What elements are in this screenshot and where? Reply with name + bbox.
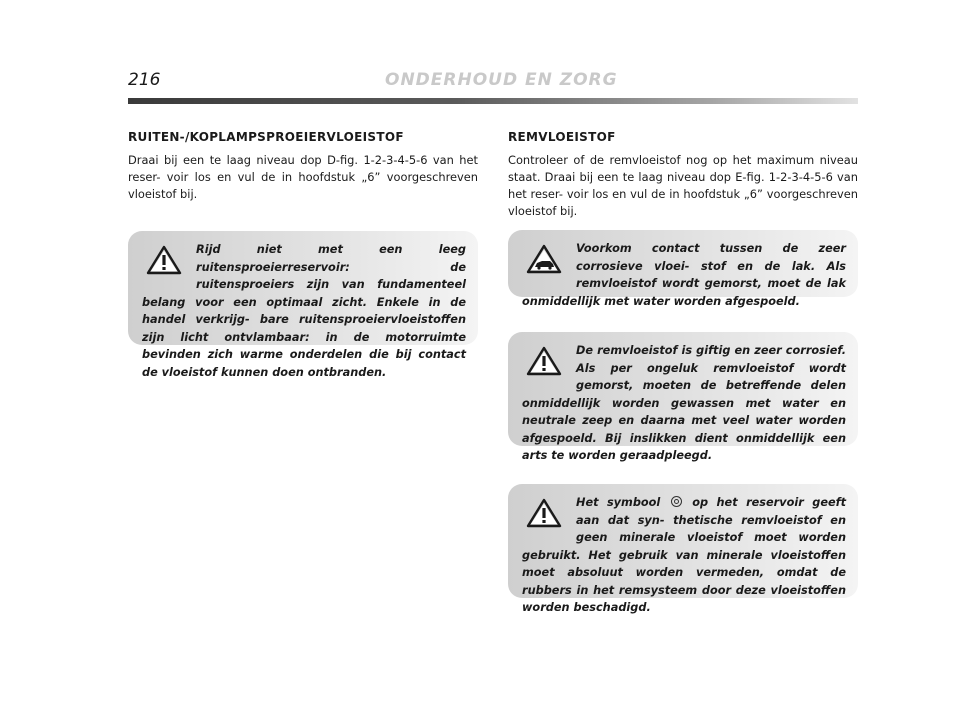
warning-text-washer-fluid: Rijd niet met een leeg ruitensproeierreservoir: de ruitensproeiers zijn van fundamenteel belang voor een optimaal zicht. Enkele in de handel verkrijg- bare ruitensproeiervloeistoffen zijn licht ontvlambaar: in de motorruimte bevinden zich warme onderdelen die bij contact de vloeistof kunnen doen ontbranden. (142, 243, 466, 379)
warning-box-washer-fluid (128, 231, 478, 379)
brake-fluid-body-text: Controleer of de remvloeistof nog op het maximum niveau staat. Draai bij een te laag niveau dop E-fig. 1-2-3-4-5-6 van het reser- voir los en vul de in hoofdstuk „6” voorgeschreven vloeistof bij. (508, 153, 858, 218)
warning-box-synthetic (508, 484, 858, 614)
section-title-washer-fluid: RUITEN-/KOPLAMPSPROEIERVLOEISTOF (128, 130, 404, 144)
car-paint-warning-icon (526, 244, 562, 274)
warning-triangle-icon (526, 346, 562, 376)
warning-box-paint (508, 230, 858, 308)
header-rule (128, 98, 858, 104)
warning-text-synthetic (522, 494, 846, 617)
washer-fluid-body-text: Draai bij een te laag niveau dop D-fig. 1-2-3-4-5-6 van het reser- voir los en vul de in hoofdstuk „6” voorgeschreven vloeistof bij. (128, 153, 478, 201)
section-title-brake-fluid: REMVLOEISTOF (508, 130, 616, 144)
page-header-title: ONDERHOUD EN ZORG (385, 70, 618, 90)
warning-text-toxic: De remvloeistof is giftig en zeer corrosief. Als per ongeluk remvloeistof wordt gemorst, moeten de betreffende delen onmiddellijk worden gewassen met water en neutrale zeep en daarna met veel water worden afgespoeld. Bij inslikken dient onmiddellijk een arts te worden geraadpleegd. (522, 344, 846, 462)
page-number: 216 (128, 70, 161, 90)
warning-triangle-icon (526, 498, 562, 528)
warning-text-synthetic-start: Het symbool (576, 496, 661, 509)
warning-triangle-icon (146, 245, 182, 275)
warning-text-paint: Voorkom contact tussen de zeer corrosieve vloei- stof en de lak. Als remvloeistof wordt gemorst, moet de lak onmiddellijk met water worden afgespoeld. (522, 242, 846, 308)
warning-box-toxic (508, 332, 858, 462)
brake-fluid-symbol-icon (671, 496, 682, 507)
warning-text-synthetic-rest: op het reservoir geeft aan dat syn- thetische remvloeistof en geen minerale vloeistof moet worden gebruikt. Het gebruik van minerale vloeistoffen moet absoluut worden vermeden, omdat de rubbers in het remsysteem door deze vloeistoffen worden beschadigd. (522, 496, 846, 614)
